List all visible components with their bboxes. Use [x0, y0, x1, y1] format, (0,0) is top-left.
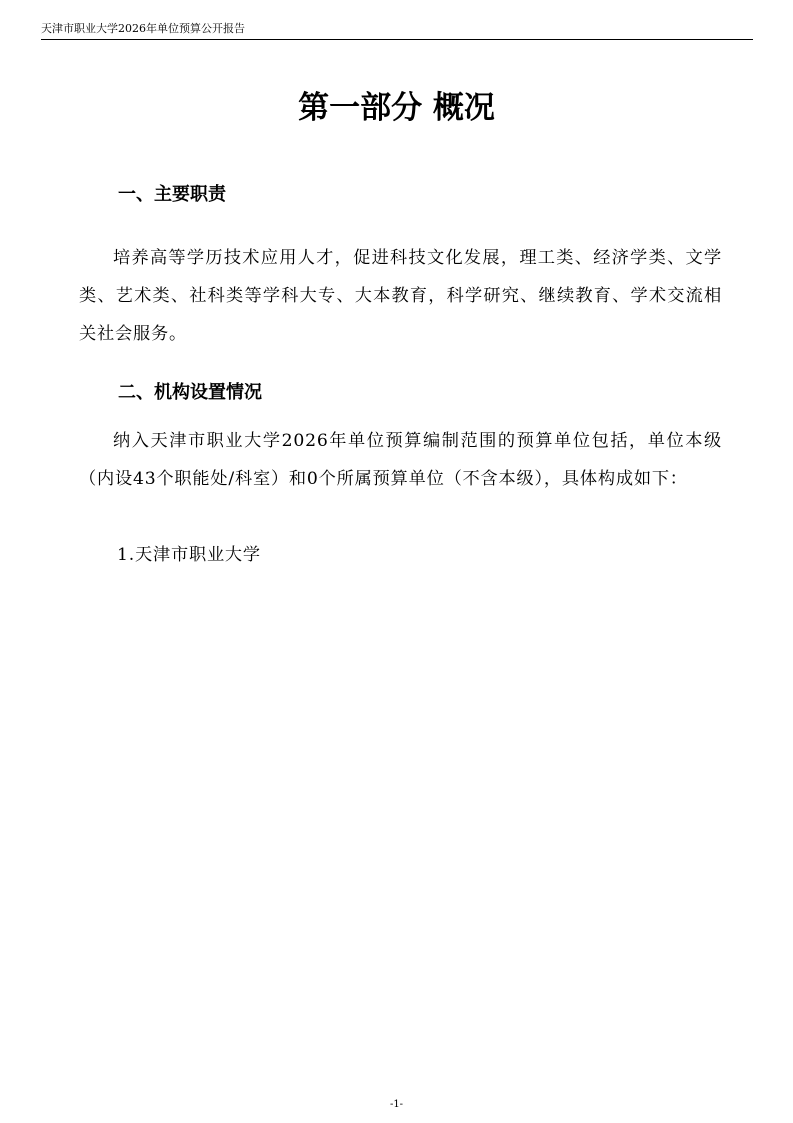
main-duties-paragraph: 培养高等学历技术应用人才，促进科技文化发展，理工类、经济学类、文学类、艺术类、社科类等学科大专、大本教育，科学研究、继续教育、学术交流相关社会服务。 — [79, 248, 722, 344]
section-heading-main-duties: 一、主要职责 — [118, 184, 226, 205]
page-number: -1- — [389, 1099, 404, 1110]
section-heading-organization: 二、机构设置情况 — [118, 382, 262, 403]
organization-list-item: 1.天津市职业大学 — [117, 545, 261, 565]
running-header — [41, 17, 753, 40]
running-header-title: 天津市职业大学2026年单位预算公开报告 — [41, 22, 245, 35]
organization-paragraph: 纳入天津市职业大学2026年单位预算编制范围的预算单位包括，单位本级（内设43个职能处/科室）和0个所属预算单位（不含本级），具体构成如下： — [79, 431, 722, 489]
part-title: 第一部分 概况 — [298, 90, 495, 126]
